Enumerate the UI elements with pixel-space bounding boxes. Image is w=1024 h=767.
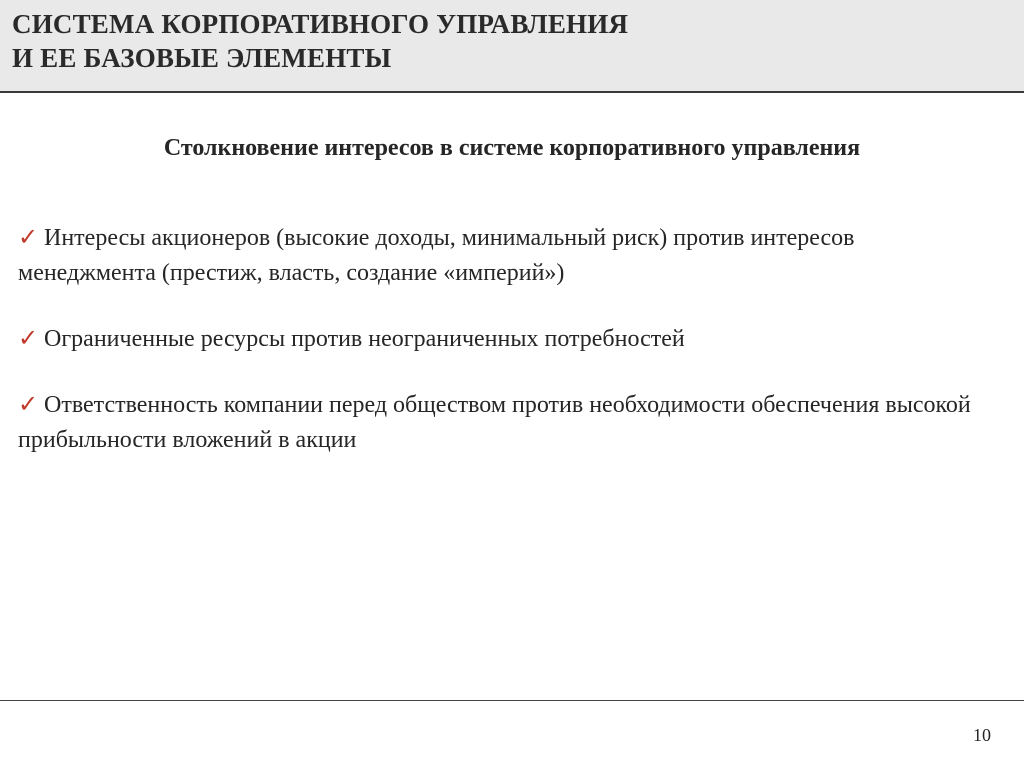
slide-title-line-1: СИСТЕМА КОРПОРАТИВНОГО УПРАВЛЕНИЯ [12, 9, 629, 39]
slide-header [0, 0, 1024, 91]
footer-divider [0, 700, 1024, 701]
slide-title [12, 7, 628, 75]
bullet-item [18, 221, 998, 291]
slide-title-line-2: И ЕЕ БАЗОВЫЕ ЭЛЕМЕНТЫ [12, 43, 392, 73]
bullet-text: Ограниченные ресурсы против неограниченных потребностей [44, 326, 685, 352]
bullet-item [18, 322, 998, 357]
bullet-item [18, 388, 998, 458]
bullet-text: Ответственность компании перед обществом против необходимости обеспечения высокой прибыльности вложений в акции [18, 392, 971, 453]
bullet-text: Интересы акционеров (высокие доходы, минимальный риск) против интересов менеджмента (престиж, власть, создание «империй») [18, 225, 855, 286]
header-divider [0, 91, 1024, 93]
check-icon: ✓ [18, 326, 39, 352]
bullet-list [18, 221, 998, 489]
page-number: 10 [973, 725, 991, 745]
check-icon: ✓ [18, 392, 39, 418]
slide-subtitle: Столкновение интересов в системе корпоративного управления [163, 135, 861, 161]
check-icon: ✓ [18, 225, 39, 251]
